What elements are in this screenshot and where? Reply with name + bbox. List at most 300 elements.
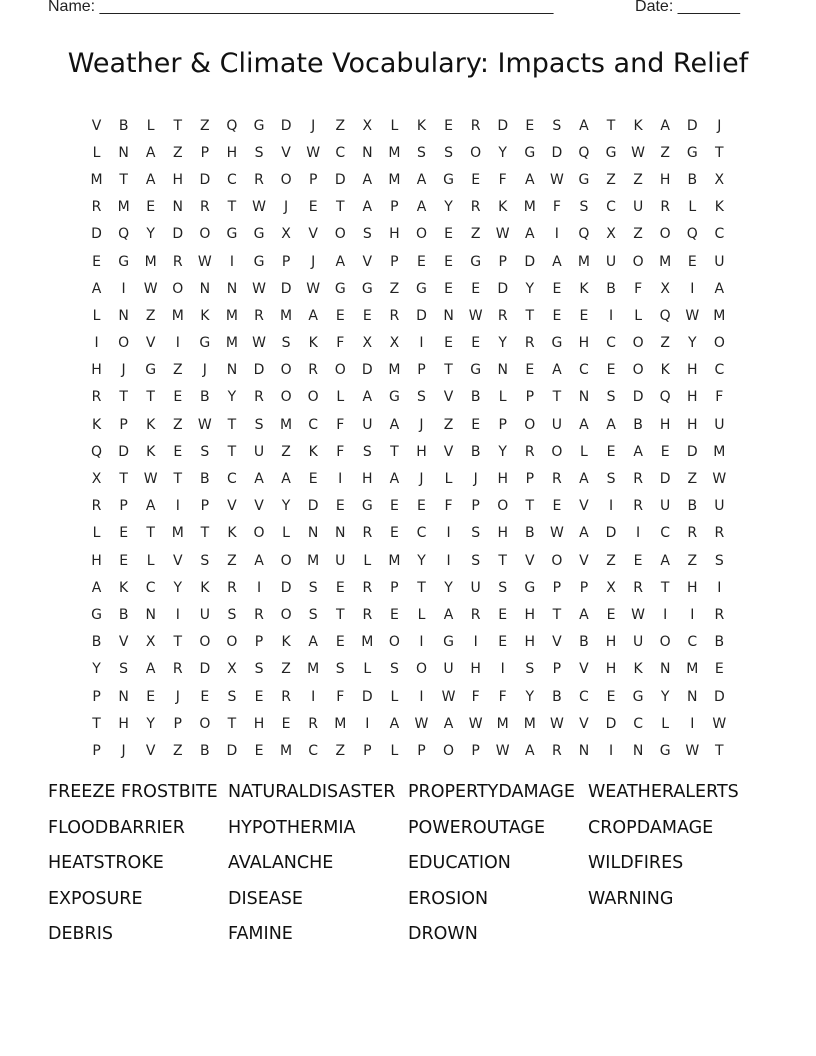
grid-letter: R xyxy=(91,199,102,216)
grid-letter: T xyxy=(525,498,535,515)
word-list-item: DISEASE xyxy=(228,888,303,909)
grid-letter: M xyxy=(90,171,103,188)
grid-letter: E xyxy=(444,280,453,297)
grid-letter: S xyxy=(714,552,724,569)
grid-letter: F xyxy=(471,688,480,705)
grid-letter: G xyxy=(524,144,536,161)
grid-letter: S xyxy=(471,525,481,542)
grid-letter: T xyxy=(417,579,426,596)
word-list xyxy=(48,778,788,956)
grid-letter: A xyxy=(660,552,670,569)
grid-letter: K xyxy=(91,416,102,433)
grid-row xyxy=(83,601,733,628)
grid-letter: H xyxy=(686,362,698,379)
grid-letter: Z xyxy=(443,416,454,433)
grid-letter: U xyxy=(551,416,562,433)
grid-letter: C xyxy=(227,171,237,188)
grid-letter: P xyxy=(390,253,399,270)
grid-letter: T xyxy=(119,471,128,488)
grid-letter: L xyxy=(498,389,507,406)
letter-grid xyxy=(83,112,733,765)
grid-row xyxy=(83,221,733,248)
grid-letter: X xyxy=(362,335,373,352)
grid-letter: L xyxy=(363,552,372,569)
grid-letter: V xyxy=(579,715,589,732)
grid-letter: B xyxy=(200,471,210,488)
grid-letter: I xyxy=(338,471,343,488)
grid-letter: E xyxy=(444,335,453,352)
grid-letter: H xyxy=(91,552,102,569)
grid-row xyxy=(83,737,733,764)
grid-letter: R xyxy=(172,661,183,678)
grid-letter: U xyxy=(199,606,210,623)
grid-letter: R xyxy=(362,525,373,542)
grid-letter: O xyxy=(415,226,427,243)
grid-letter: W xyxy=(306,144,321,161)
grid-letter: H xyxy=(686,579,698,596)
grid-letter: J xyxy=(311,253,316,270)
grid-letter: H xyxy=(497,471,508,488)
grid-letter: O xyxy=(253,525,265,542)
grid-letter: D xyxy=(659,471,671,488)
grid-letter: X xyxy=(660,280,670,297)
grid-letter: J xyxy=(311,117,316,134)
grid-letter: R xyxy=(254,606,264,623)
grid-letter: P xyxy=(579,579,589,596)
grid-letter: F xyxy=(498,688,507,705)
grid-letter: P xyxy=(363,742,372,759)
grid-letter: A xyxy=(579,117,589,134)
grid-letter: C xyxy=(579,362,589,379)
grid-letter: N xyxy=(226,362,238,379)
grid-letter: H xyxy=(226,144,238,161)
grid-letter: Z xyxy=(172,742,183,759)
grid-letter: A xyxy=(633,443,643,460)
grid-letter: G xyxy=(578,171,590,188)
grid-row xyxy=(83,330,733,357)
grid-letter: I xyxy=(554,226,559,243)
grid-letter: Z xyxy=(470,226,481,243)
grid-letter: B xyxy=(633,416,643,433)
grid-letter: W xyxy=(685,307,700,324)
grid-letter: T xyxy=(715,144,724,161)
grid-row xyxy=(83,357,733,384)
grid-letter: A xyxy=(606,416,616,433)
grid-letter: N xyxy=(118,307,129,324)
grid-letter: L xyxy=(146,117,155,134)
grid-letter: R xyxy=(362,579,373,596)
grid-letter: Y xyxy=(498,335,507,352)
grid-letter: R xyxy=(389,307,400,324)
grid-letter: C xyxy=(660,525,671,542)
name-field[interactable]: Name: ___________________________________________________ xyxy=(48,0,554,15)
grid-row xyxy=(83,194,733,221)
grid-letter: A xyxy=(308,307,318,324)
grid-letter: I xyxy=(419,335,424,352)
grid-letter: I xyxy=(446,552,451,569)
grid-letter: A xyxy=(389,471,400,488)
grid-letter: E xyxy=(92,253,101,270)
grid-letter: W xyxy=(685,742,700,759)
grid-letter: A xyxy=(91,280,102,297)
word-list-item: POWEROUTAGE xyxy=(408,817,546,838)
grid-letter: M xyxy=(686,661,699,678)
grid-letter: G xyxy=(361,498,373,515)
grid-letter: I xyxy=(608,742,614,759)
grid-letter: A xyxy=(281,471,291,488)
grid-letter: W xyxy=(252,335,266,352)
grid-row xyxy=(83,656,733,683)
word-list-item: PROPERTYDAMAGE xyxy=(408,782,575,802)
grid-letter: O xyxy=(388,634,400,651)
grid-letter: E xyxy=(335,307,345,324)
grid-letter: N xyxy=(172,199,184,216)
grid-letter: X xyxy=(362,117,373,134)
grid-letter: T xyxy=(552,389,562,406)
grid-letter: E xyxy=(389,525,399,542)
grid-letter: R xyxy=(687,525,698,542)
grid-letter: S xyxy=(579,199,589,216)
grid-row xyxy=(83,411,733,438)
grid-letter: Y xyxy=(687,335,697,352)
grid-letter: S xyxy=(200,443,210,460)
grid-letter: G xyxy=(91,606,102,623)
grid-letter: Q xyxy=(686,226,698,243)
grid-letter: A xyxy=(91,579,102,596)
grid-letter: H xyxy=(659,416,671,433)
grid-letter: I xyxy=(419,688,424,705)
grid-letter: C xyxy=(308,416,319,433)
grid-letter: Z xyxy=(633,171,643,188)
grid-letter: W xyxy=(441,688,456,705)
grid-letter: B xyxy=(579,634,589,651)
grid-letter: M xyxy=(659,253,672,270)
grid-letter: H xyxy=(686,389,698,406)
grid-letter: S xyxy=(498,579,508,596)
grid-letter: Y xyxy=(525,280,535,297)
word-list-item: HYPOTHERMIA xyxy=(228,817,356,838)
grid-letter: S xyxy=(552,117,562,134)
grid-letter: M xyxy=(523,199,536,216)
grid-letter: P xyxy=(417,362,426,379)
grid-letter: V xyxy=(254,498,264,515)
grid-letter: W xyxy=(712,471,727,488)
grid-letter: S xyxy=(362,226,372,243)
grid-letter: C xyxy=(145,579,156,596)
grid-letter: O xyxy=(118,335,130,352)
grid-letter: E xyxy=(417,498,426,515)
grid-letter: A xyxy=(416,171,427,188)
grid-letter: I xyxy=(663,606,668,623)
grid-letter: R xyxy=(524,335,535,352)
grid-letter: D xyxy=(605,715,617,732)
grid-letter: R xyxy=(633,579,643,596)
grid-letter: G xyxy=(253,226,265,243)
grid-letter: D xyxy=(199,171,211,188)
grid-letter: E xyxy=(687,253,697,270)
grid-letter: P xyxy=(119,498,128,515)
word-list-item: WILDFIRES xyxy=(588,853,684,873)
grid-letter: E xyxy=(471,335,481,352)
grid-letter: B xyxy=(118,117,129,134)
grid-letter: W xyxy=(631,144,646,161)
grid-letter: B xyxy=(118,606,129,623)
grid-letter: S xyxy=(227,606,237,623)
grid-letter: M xyxy=(713,443,726,460)
grid-letter: A xyxy=(660,117,670,134)
grid-letter: E xyxy=(606,606,616,623)
grid-row xyxy=(83,248,733,275)
grid-letter: I xyxy=(175,606,180,623)
grid-letter: L xyxy=(688,199,697,216)
grid-letter: O xyxy=(524,416,536,433)
grid-letter: N xyxy=(578,389,590,406)
grid-letter: D xyxy=(686,117,698,134)
grid-letter: N xyxy=(118,688,129,705)
grid-letter: F xyxy=(634,280,643,297)
grid-letter: U xyxy=(714,416,725,433)
grid-letter: E xyxy=(444,253,453,270)
grid-letter: E xyxy=(308,199,318,216)
word-list-item: DROWN xyxy=(408,924,478,944)
grid-letter: D xyxy=(280,280,292,297)
grid-letter: V xyxy=(308,226,318,243)
grid-letter: A xyxy=(525,226,535,243)
grid-letter: W xyxy=(549,525,564,542)
grid-letter: R xyxy=(497,307,508,324)
grid-letter: W xyxy=(197,416,212,433)
grid-letter: H xyxy=(605,661,617,678)
grid-letter: D xyxy=(91,226,102,243)
grid-letter: C xyxy=(416,525,427,542)
grid-letter: E xyxy=(525,117,535,134)
grid-letter: I xyxy=(121,280,126,297)
grid-letter: L xyxy=(444,471,453,488)
grid-letter: P xyxy=(173,715,182,732)
grid-letter: T xyxy=(227,416,237,433)
grid-letter: D xyxy=(632,389,644,406)
grid-letter: Q xyxy=(118,226,130,243)
grid-letter: Q xyxy=(578,226,590,243)
grid-letter: T xyxy=(92,715,101,732)
word-list-item: WEATHERALERTS xyxy=(588,782,739,802)
grid-letter: M xyxy=(334,715,347,732)
grid-letter: D xyxy=(118,443,129,460)
grid-letter: H xyxy=(578,335,590,352)
grid-letter: H xyxy=(605,634,617,651)
grid-letter: A xyxy=(579,416,589,433)
grid-letter: D xyxy=(199,661,211,678)
grid-letter: B xyxy=(552,688,562,705)
grid-letter: O xyxy=(632,362,644,379)
grid-letter: I xyxy=(94,335,99,352)
grid-letter: N xyxy=(335,525,346,542)
grid-letter: H xyxy=(659,171,671,188)
grid-letter: U xyxy=(605,253,617,270)
grid-letter: G xyxy=(443,171,454,188)
grid-letter: E xyxy=(119,525,129,542)
grid-row xyxy=(83,520,733,547)
grid-letter: A xyxy=(145,171,156,188)
grid-letter: E xyxy=(714,661,724,678)
grid-letter: O xyxy=(199,634,211,651)
grid-letter: Z xyxy=(335,742,346,759)
grid-letter: M xyxy=(388,171,401,188)
grid-letter: R xyxy=(254,389,264,406)
grid-letter: S xyxy=(606,389,616,406)
grid-letter: S xyxy=(389,661,399,678)
grid-letter: M xyxy=(307,661,320,678)
grid-letter: F xyxy=(336,416,345,433)
grid-letter: H xyxy=(686,416,698,433)
grid-letter: E xyxy=(660,443,670,460)
grid-letter: S xyxy=(335,661,345,678)
grid-letter: P xyxy=(498,253,507,270)
grid-letter: V xyxy=(172,552,183,569)
grid-letter: T xyxy=(173,634,183,651)
grid-letter: V xyxy=(281,144,291,161)
grid-letter: U xyxy=(470,579,481,596)
grid-letter: M xyxy=(577,253,590,270)
grid-letter: E xyxy=(200,688,210,705)
grid-letter: E xyxy=(498,634,508,651)
grid-letter: R xyxy=(91,389,102,406)
grid-letter: K xyxy=(498,199,508,216)
grid-letter: O xyxy=(551,443,563,460)
grid-letter: Z xyxy=(281,661,291,678)
grid-letter: C xyxy=(606,335,616,352)
grid-row xyxy=(83,384,733,411)
grid-letter: I xyxy=(690,606,695,623)
grid-letter: T xyxy=(227,715,237,732)
grid-letter: A xyxy=(579,606,589,623)
grid-letter: W xyxy=(414,715,429,732)
grid-letter: R xyxy=(470,606,481,623)
grid-letter: A xyxy=(254,471,264,488)
grid-letter: E xyxy=(633,552,643,569)
grid-letter: S xyxy=(308,579,318,596)
grid-letter: A xyxy=(145,498,156,515)
word-list-item: FLOODBARRIER xyxy=(48,817,185,838)
grid-letter: E xyxy=(606,688,616,705)
grid-letter: G xyxy=(361,280,373,297)
grid-letter: I xyxy=(500,661,505,678)
grid-row xyxy=(83,629,733,656)
grid-letter: L xyxy=(363,661,372,678)
grid-letter: A xyxy=(145,661,156,678)
grid-letter: E xyxy=(173,389,183,406)
grid-letter: T xyxy=(525,307,535,324)
grid-letter: E xyxy=(173,443,183,460)
grid-letter: T xyxy=(146,525,155,542)
grid-row xyxy=(83,438,733,465)
grid-letter: Y xyxy=(281,498,291,515)
grid-letter: L xyxy=(661,715,670,732)
grid-letter: O xyxy=(280,606,292,623)
grid-letter: A xyxy=(145,144,156,161)
grid-letter: J xyxy=(202,362,207,379)
grid-letter: O xyxy=(659,634,671,651)
grid-letter: O xyxy=(280,552,292,569)
grid-letter: M xyxy=(117,199,130,216)
grid-letter: W xyxy=(143,280,158,297)
grid-letter: W xyxy=(252,199,266,216)
grid-letter: A xyxy=(416,199,427,216)
grid-letter: O xyxy=(199,715,211,732)
date-field[interactable]: Date: _______ xyxy=(635,0,740,15)
grid-letter: M xyxy=(713,307,726,324)
grid-letter: K xyxy=(633,117,643,134)
grid-letter: R xyxy=(552,742,562,759)
grid-letter: S xyxy=(606,471,616,488)
grid-letter: I xyxy=(446,525,451,542)
grid-letter: A xyxy=(362,199,373,216)
grid-letter: T xyxy=(498,552,507,569)
grid-letter: R xyxy=(172,253,183,270)
grid-letter: W xyxy=(468,715,483,732)
grid-letter: N xyxy=(362,144,373,161)
grid-letter: L xyxy=(92,525,101,542)
grid-letter: O xyxy=(334,362,346,379)
grid-letter: G xyxy=(388,389,400,406)
grid-letter: R xyxy=(633,498,643,515)
grid-letter: Q xyxy=(226,117,238,134)
grid-letter: J xyxy=(121,362,126,379)
grid-letter: R xyxy=(552,471,562,488)
grid-letter: B xyxy=(606,280,616,297)
grid-letter: M xyxy=(144,253,157,270)
grid-letter: X xyxy=(281,226,291,243)
grid-letter: O xyxy=(713,335,725,352)
grid-letter: G xyxy=(199,335,211,352)
grid-letter: T xyxy=(552,606,562,623)
grid-letter: G xyxy=(659,742,671,759)
grid-row xyxy=(83,302,733,329)
grid-letter: T xyxy=(335,199,345,216)
word-list-item: FAMINE xyxy=(228,924,293,944)
grid-letter: T xyxy=(173,117,183,134)
grid-letter: O xyxy=(443,742,455,759)
grid-letter: Y xyxy=(227,389,237,406)
grid-letter: R xyxy=(199,199,210,216)
grid-letter: A xyxy=(579,525,589,542)
grid-letter: K xyxy=(200,307,210,324)
grid-row xyxy=(83,683,733,710)
grid-letter: B xyxy=(524,525,535,542)
grid-row xyxy=(83,574,733,601)
word-list-item: CROPDAMAGE xyxy=(588,817,714,838)
grid-letter: R xyxy=(254,171,264,188)
grid-letter: C xyxy=(714,362,725,379)
grid-letter: U xyxy=(335,552,346,569)
grid-letter: J xyxy=(717,117,722,134)
grid-letter: D xyxy=(361,688,373,705)
grid-letter: I xyxy=(175,498,180,515)
grid-letter: C xyxy=(714,226,725,243)
grid-letter: K xyxy=(308,443,318,460)
grid-letter: L xyxy=(92,307,101,324)
grid-letter: B xyxy=(91,634,102,651)
grid-letter: F xyxy=(336,443,345,460)
grid-letter: O xyxy=(307,389,319,406)
grid-letter: A xyxy=(443,606,454,623)
grid-letter: A xyxy=(552,362,562,379)
grid-letter: A xyxy=(254,552,264,569)
grid-letter: B xyxy=(687,171,698,188)
grid-letter: Y xyxy=(498,443,507,460)
grid-letter: S xyxy=(525,661,535,678)
grid-letter: T xyxy=(660,579,670,596)
